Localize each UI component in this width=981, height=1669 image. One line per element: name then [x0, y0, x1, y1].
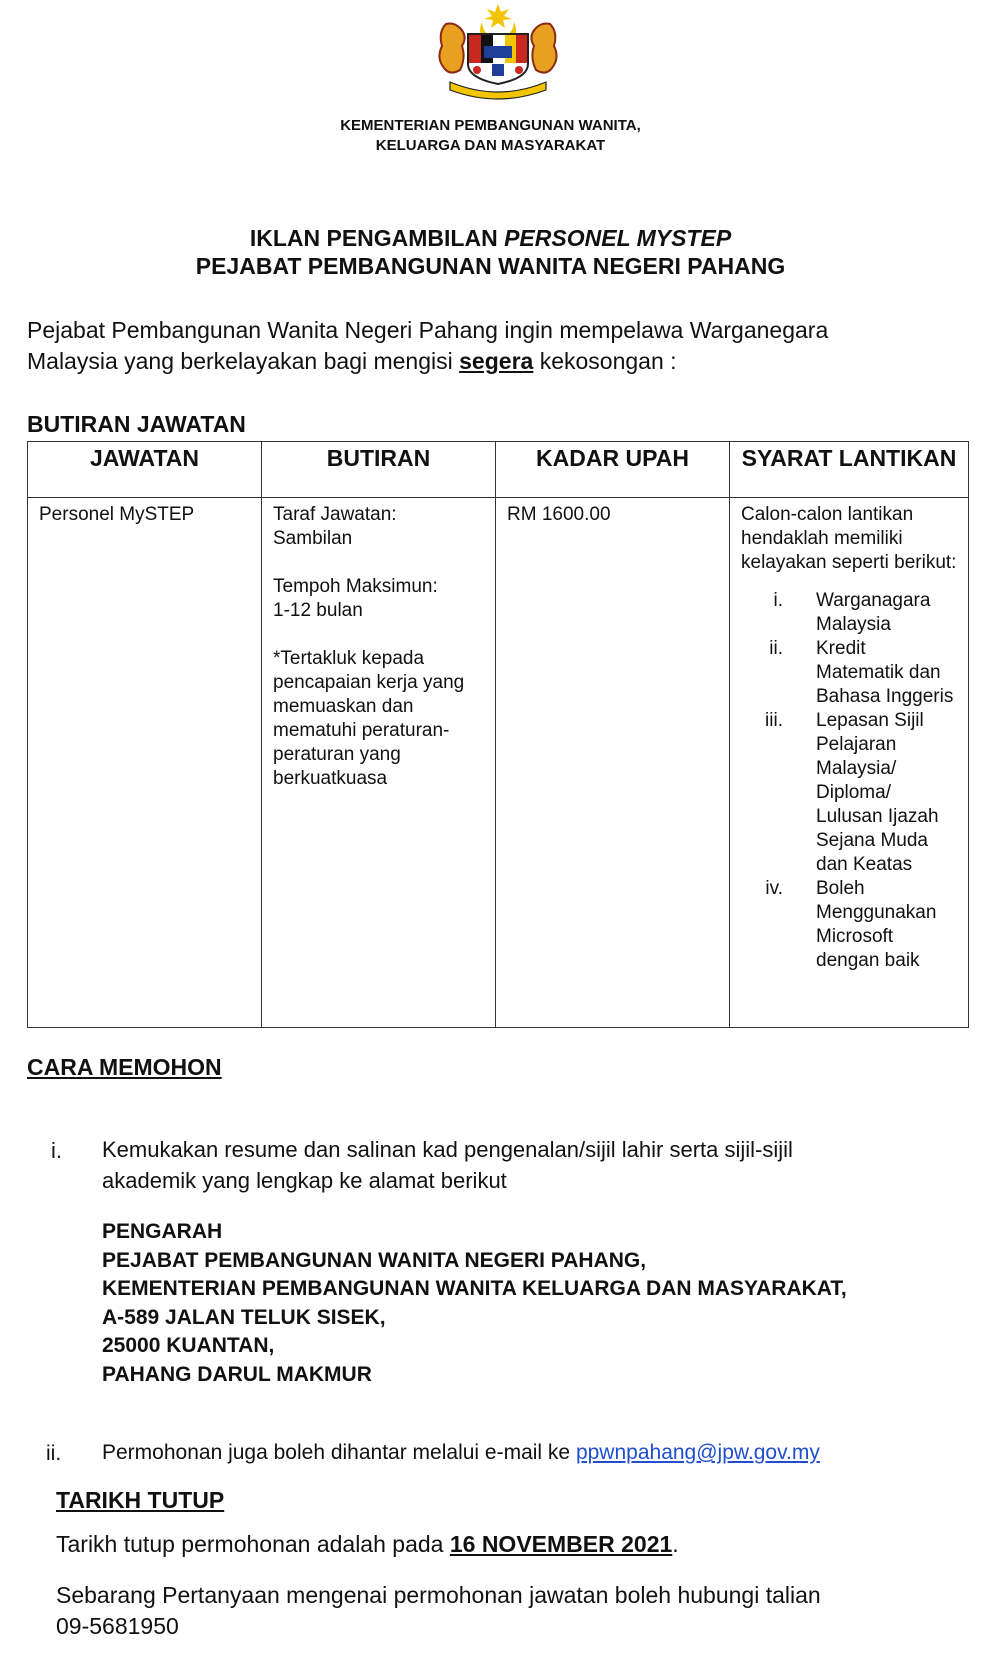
requirement-number: iii. [765, 710, 783, 731]
intro-paragraph [27, 315, 957, 377]
requirement-item [741, 589, 958, 637]
requirement-text: Lepasan Sijil Pelajaran Malaysia/ Diploma/ Lulusan Ijazah Sejana Muda dan Keatas [816, 710, 939, 875]
table-header-row [28, 442, 969, 498]
title-italic: PERSONEL MYSTEP [504, 225, 732, 251]
address-line: A-589 JALAN TELUK SISEK, [102, 1305, 386, 1329]
header-details: BUTIRAN [262, 442, 496, 498]
requirement-item [741, 877, 958, 973]
table-heading: BUTIRAN JAWATAN [27, 411, 246, 437]
how-to-apply-heading: CARA MEMOHON [27, 1054, 222, 1080]
requirement-number: ii. [769, 638, 783, 659]
cell-details [262, 498, 496, 1028]
requirement-text: Boleh Menggunakan Microsoft dengan baik [816, 878, 937, 971]
star-icon [484, 4, 512, 28]
inquiry-phone: 09-5681950 [56, 1613, 179, 1639]
address-line: PAHANG DARUL MAKMUR [102, 1362, 372, 1386]
requirement-text: Warganagara Malaysia [816, 590, 931, 635]
ministry-name [0, 116, 981, 156]
requirement-text: Kredit Matematik dan Bahasa Inggeris [816, 638, 954, 707]
intro-line-2 [27, 346, 957, 377]
status-label: Taraf Jawatan: [273, 504, 397, 525]
requirements-list [741, 589, 958, 973]
step-1-number: i. [51, 1138, 62, 1163]
mailing-address [102, 1218, 847, 1389]
requirement-number: iv. [765, 878, 783, 899]
intro-line2-prefix: Malaysia yang berkelayakan bagi mengisi [27, 348, 460, 374]
inquiry-text [56, 1580, 956, 1642]
right-tiger-icon [531, 24, 556, 73]
requirement-item [741, 637, 958, 709]
inquiry-line-1: Sebarang Pertanyaan mengenai permohonan jawatan boleh hubungi talian [56, 1582, 821, 1608]
requirement-number: i. [773, 590, 783, 611]
requirements-intro: Calon-calon lantikan hendaklah memiliki kelayakan seperti berikut: [741, 504, 957, 573]
left-tiger-icon [439, 24, 464, 73]
title-line-1 [0, 224, 981, 252]
closing-suffix: . [672, 1531, 679, 1557]
address-line: PENGARAH [102, 1220, 223, 1243]
intro-line2-suffix: kekosongan : [533, 348, 677, 374]
cell-wage: RM 1600.00 [496, 498, 730, 1028]
email-link[interactable]: ppwnpahang@jpw.gov.my [575, 1441, 820, 1464]
table-row [28, 498, 969, 1028]
ministry-line-2: KELUARGA DAN MASYARAKAT [375, 137, 606, 154]
header-requirements: SYARAT LANTIKAN [730, 442, 969, 498]
title-line-2: PEJABAT PEMBANGUNAN WANITA NEGERI PAHANG [195, 253, 786, 279]
details-note: *Tertakluk kepada pencapaian kerja yang memuaskan dan mematuhi peraturan-peraturan yang berkuatkuasa [273, 648, 465, 789]
requirement-item [741, 709, 958, 877]
ministry-line-1: KEMENTERIAN PEMBANGUNAN WANITA, [340, 117, 641, 134]
address-line: PEJABAT PEMBANGUNAN WANITA NEGERI PAHANG, [102, 1248, 647, 1272]
duration-value: 1-12 bulan [273, 600, 363, 621]
coat-of-arms-logo [432, 2, 564, 102]
step-2-text [102, 1438, 820, 1468]
closing-date-text [56, 1529, 956, 1560]
step-1-line-1: Kemukakan resume dan salinan kad pengenalan/sijil lahir serta sijil-sijil [102, 1137, 793, 1162]
step-2-number: ii. [46, 1442, 62, 1465]
header-wage: KADAR UPAH [496, 442, 730, 498]
intro-emphasis: segera [459, 348, 534, 374]
step-2-label: Permohonan juga boleh dihantar melalui e-mail ke [102, 1441, 576, 1464]
intro-line-1: Pejabat Pembangunan Wanita Negeri Pahang ingin mempelawa Warganegara [27, 317, 829, 343]
title-prefix: IKLAN PENGAMBILAN [249, 225, 505, 251]
job-details-table [27, 441, 969, 1028]
address-line: KEMENTERIAN PEMBANGUNAN WANITA KELUARGA DAN MASYARAKAT, [102, 1277, 847, 1300]
status-value: Sambilan [273, 528, 353, 549]
cell-position: Personel MySTEP [28, 498, 262, 1028]
step-1-text [102, 1134, 793, 1196]
closing-date-heading: TARIKH TUTUP [56, 1487, 225, 1513]
step-1-line-2: akademik yang lengkap ke alamat berikut [102, 1168, 507, 1193]
header-position: JAWATAN [28, 442, 262, 498]
closing-date: 16 NOVEMBER 2021 [449, 1531, 673, 1557]
closing-prefix: Tarikh tutup permohonan adalah pada [56, 1531, 450, 1557]
address-line: 25000 KUANTAN, [102, 1334, 275, 1357]
page-title [0, 224, 981, 280]
cell-requirements [730, 498, 969, 1028]
duration-label: Tempoh Maksimun: [273, 576, 438, 597]
